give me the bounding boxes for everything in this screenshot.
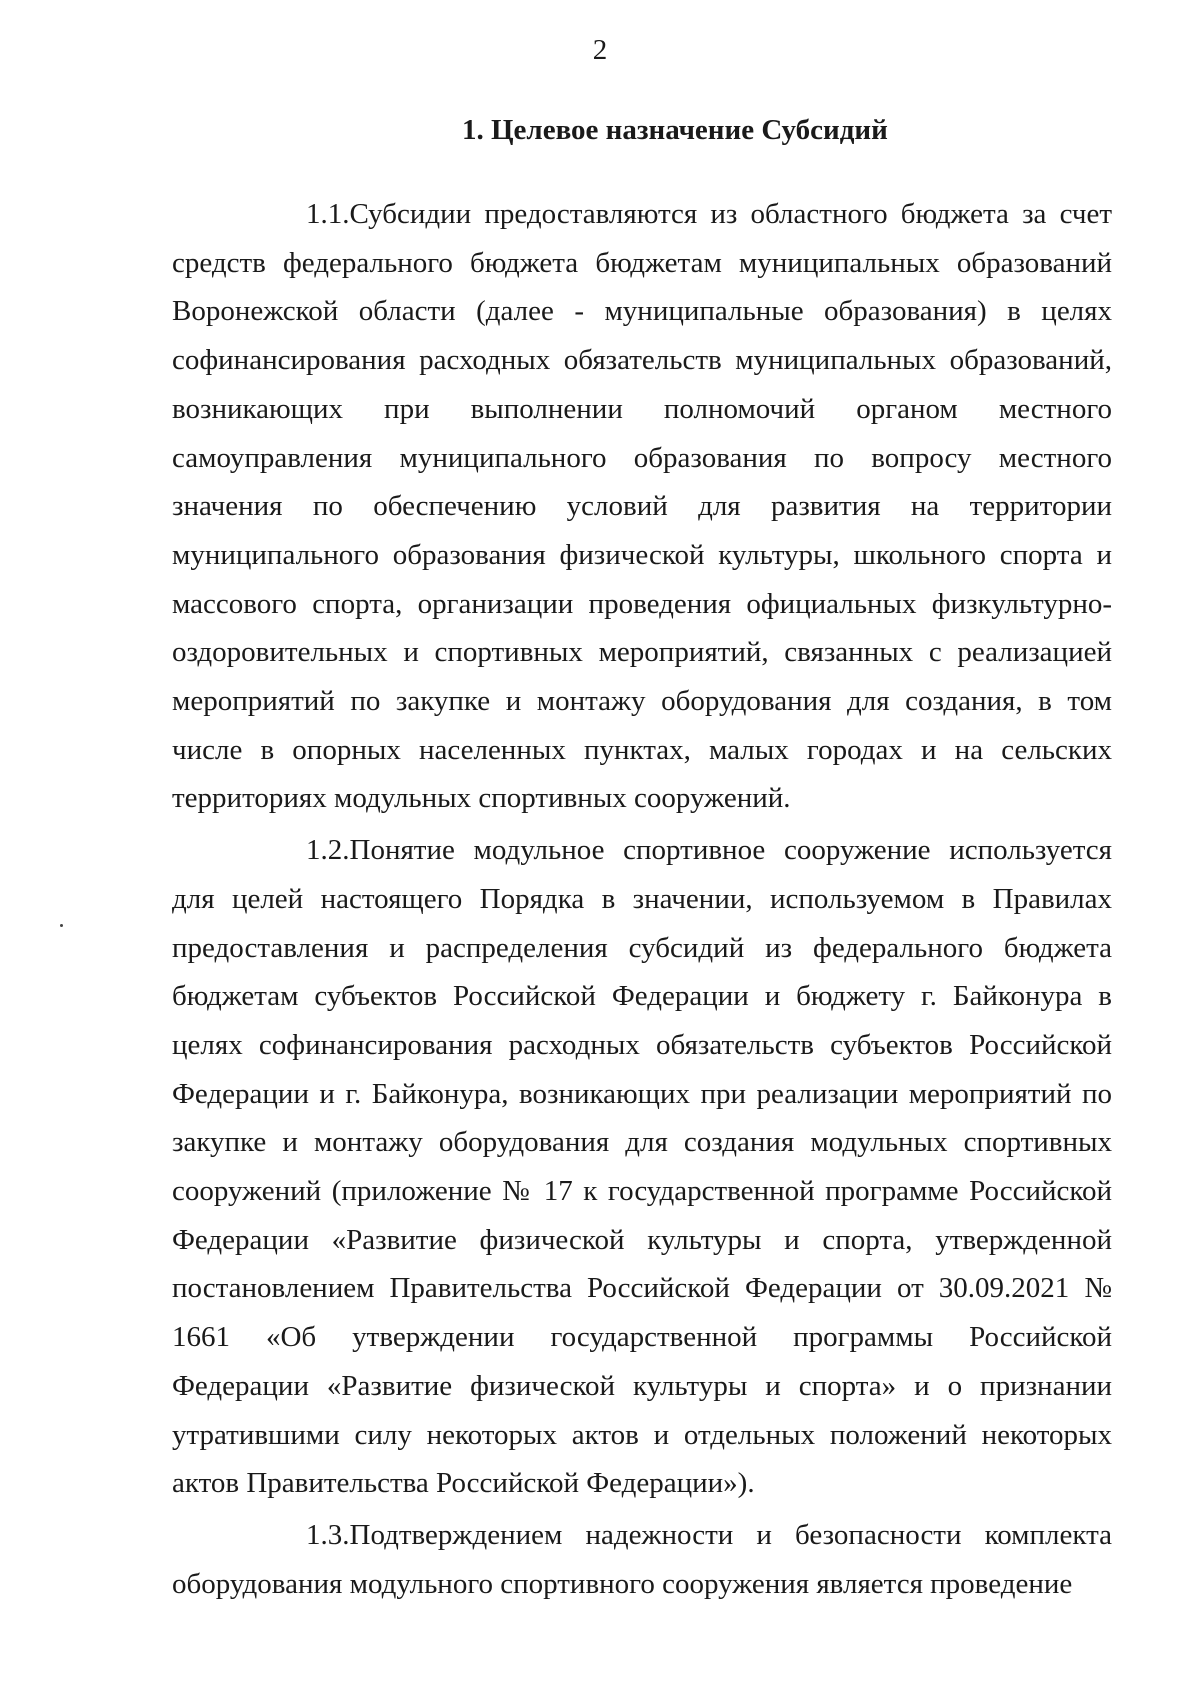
page-number: 2 <box>592 34 608 66</box>
section-title: 1. Целевое назначение Субсидий <box>462 114 888 146</box>
paragraph-number: 1.3. <box>306 1518 350 1551</box>
paragraph-text: Понятие модульное спортивное сооружение используется для целей настоящего Порядка в значении, используемом в Правилах предоставления и распределения субсидий из федерального бюджета бюджетам субъектов Российской Федерации и бюджету г. Байконура в целях софинансирования расходных обязательств субъектов Российской Федерации и г. Байконура, возникающих при реализации мероприятий по закупке и монтажу оборудования для создания модульных спортивных сооружений (приложение № 17 к государственной программе Российской Федерации «Развитие физической культуры и спорта, утвержденной постановлением Правительства Российской Федерации от 30.09.2021 № 1661 «Об утверждении государственной программы Российской Федерации «Развитие физической культуры и спорта» и о признании утратившими силу некоторых актов и отдельных положений некоторых актов Правительства Российской Федерации»). <box>172 834 1112 1500</box>
paragraph-1-2 <box>172 826 1112 1508</box>
paragraph-number: 1.2. <box>306 834 350 867</box>
body-text <box>172 190 1112 1611</box>
paragraph-1-3 <box>172 1511 1112 1608</box>
scan-speck <box>60 924 63 927</box>
paragraph-text: Субсидии предоставляются из областного бюджета за счет средств федерального бюджета бюджетам муниципальных образований Воронежской области (далее - муниципальные образования) в целях софинансирования расходных обязательств муниципальных образований, возникающих при выполнении полномочий органом местного самоуправления муниципального образования по вопросу местного значения по обеспечению условий для развития на территории муниципального образования физической культуры, школьного спорта и массового спорта, организации проведения официальных физкультурно-оздоровительных и спортивных мероприятий, связанных с реализацией мероприятий по закупке и монтажу оборудования для создания, в том числе в опорных населенных пунктах, малых городах и на сельских территориях модульных спортивных сооружений. <box>172 198 1112 815</box>
paragraph-number: 1.1. <box>306 198 350 230</box>
paragraph-text: Подтверждением надежности и безопасности комплекта оборудования модульного спортивного сооружения является проведение <box>172 1518 1112 1600</box>
paragraph-1-1 <box>172 190 1112 823</box>
